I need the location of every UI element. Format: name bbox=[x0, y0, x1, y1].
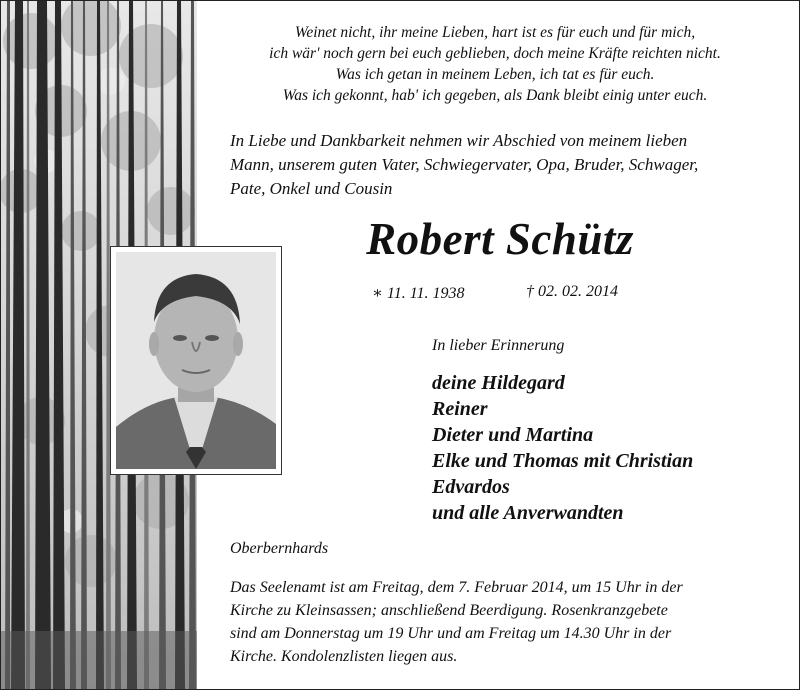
poem-line: Weinet nicht, ihr meine Lieben, hart ist es für euch und für mich, bbox=[294, 24, 696, 41]
farewell-intro bbox=[230, 129, 775, 201]
intro-line: Mann, unserem guten Vater, Schwiegervater, Opa, Bruder, Schwager, bbox=[230, 155, 699, 174]
service-line: sind am Donnerstag um 19 Uhr und am Freitag um 14.30 Uhr in der bbox=[230, 625, 672, 642]
poem-line: ich wär' noch gern bei euch geblieben, doch meine Kräfte reichten nicht. bbox=[269, 45, 721, 62]
deceased-name: Robert Schütz bbox=[366, 214, 634, 264]
poem-line: Was ich gekonnt, hab' ich gegeben, als Dank bleibt einig unter euch. bbox=[282, 87, 708, 104]
intro-line: Pate, Onkel und Cousin bbox=[230, 179, 393, 198]
mourner-name: Elke und Thomas mit Christian bbox=[432, 450, 694, 472]
mourner-name: Dieter und Martina bbox=[432, 424, 594, 446]
service-line: Kirche zu Kleinsassen; anschließend Beerdigung. Rosenkranzgebete bbox=[230, 602, 668, 619]
intro-line: In Liebe und Dankbarkeit nehmen wir Abschied von meinem lieben bbox=[230, 131, 688, 150]
farewell-poem bbox=[210, 22, 780, 106]
mourners-list bbox=[432, 370, 693, 526]
service-line: Kirche. Kondolenzlisten liegen aus. bbox=[230, 648, 458, 665]
place-name: Oberbernhards bbox=[230, 540, 329, 557]
mourner-name: und alle Anverwandten bbox=[432, 502, 624, 524]
mourner-name: Reiner bbox=[432, 398, 488, 420]
portrait-photo bbox=[110, 246, 282, 475]
service-details bbox=[230, 576, 775, 668]
service-line: Das Seelenamt ist am Freitag, dem 7. Februar 2014, um 15 Uhr in der bbox=[230, 579, 683, 596]
death-date: † 02. 02. 2014 bbox=[526, 283, 618, 300]
mourner-name: Edvardos bbox=[432, 476, 510, 498]
poem-line: Was ich getan in meinem Leben, ich tat es für euch. bbox=[335, 66, 655, 83]
birth-date: ∗ 11. 11. 1938 bbox=[372, 285, 465, 302]
memory-note: In lieber Erinnerung bbox=[432, 337, 565, 354]
mourner-name: deine Hildegard bbox=[432, 372, 565, 394]
